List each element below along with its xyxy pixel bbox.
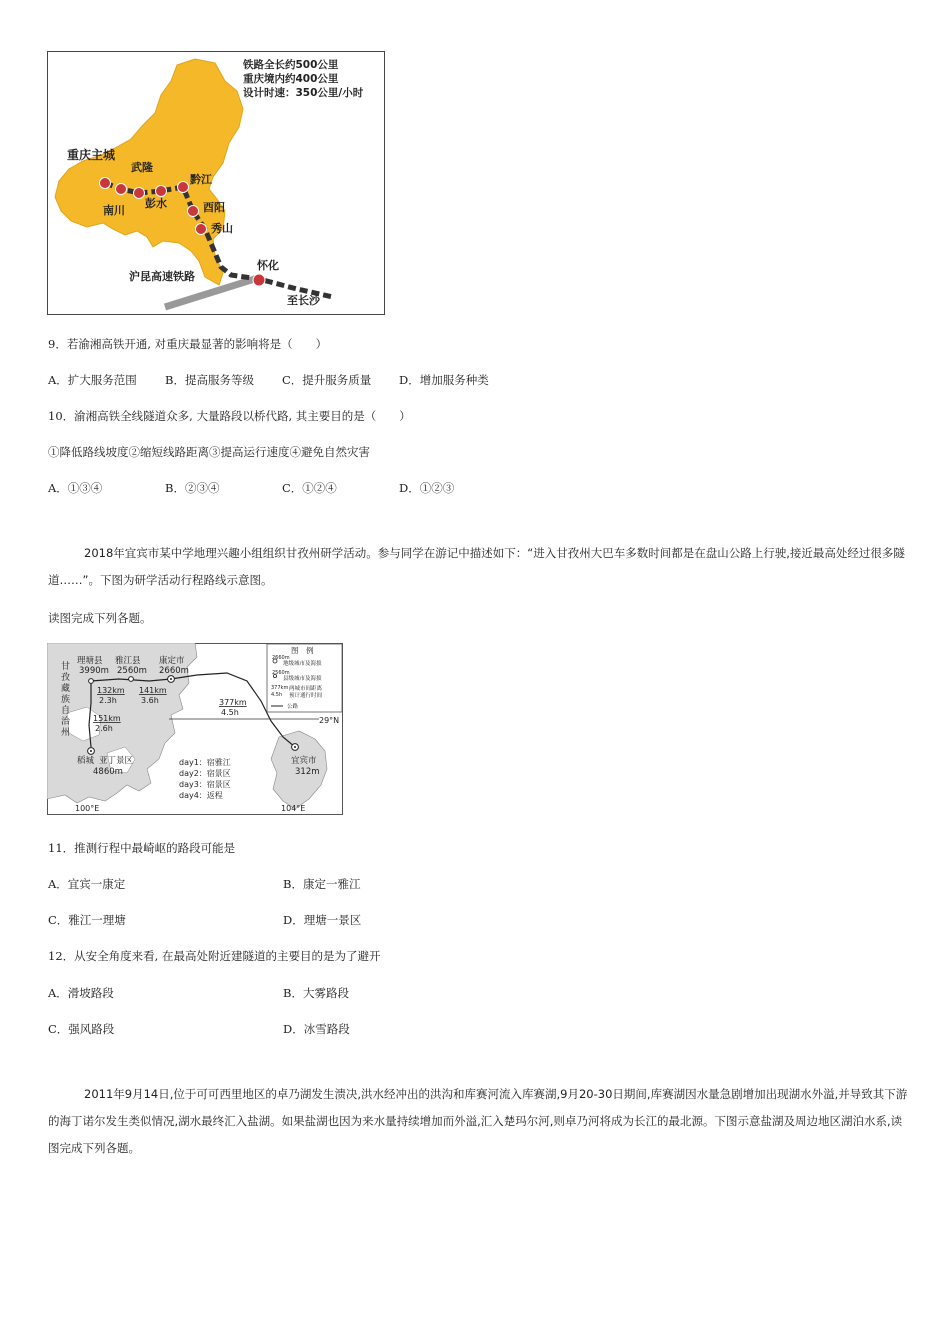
q9-stem: 9．若渝湘高铁开通, 对重庆最显著的影响将是（ ） (48, 337, 328, 351)
label-huaihua: 怀化 (257, 259, 279, 272)
legend-title: 图 例 (291, 646, 314, 655)
read-instruction-2: 读图完成下列各题。 (48, 611, 152, 625)
city-litang (89, 679, 94, 684)
legend-l3c: 两城市间距离 (289, 686, 323, 692)
q11-stem: 11．推测行程中最崎岖的路段可能是 (48, 841, 236, 855)
station-wulong (134, 188, 145, 199)
map1-info-2: 重庆境内约400公里 (243, 73, 339, 85)
label-yajiang: 雅江县 (115, 656, 141, 666)
passage-zhuonai-lake: 2011年9月14日,位于可可西里地区的卓乃湖发生溃决,洪水经冲出的洪沟和库赛河流入库赛湖,9月20-30日期间,库赛湖因水量急剧增加出现湖水外溢,并导致其下游的海丁诺尔发生类似情况,湖水最终汇入盐湖。如果盐湖也因为来水量持续增加而外溢,汇入楚玛尔河,则卓乃河将成为长江的最北源。下图示意盐湖及周边地区湖泊水系,读图完成下列各题。 (48, 1087, 908, 1155)
label-kangding: 康定市 (159, 656, 185, 666)
station-youyang (188, 206, 199, 217)
station-nanchuan (116, 184, 127, 195)
q10-option-a[interactable]: A．①③④ (48, 481, 103, 495)
q12-option-d[interactable]: D．冰雪路段 (283, 1022, 350, 1036)
label-daocheng: 稻城 (77, 756, 95, 766)
station-pengshui (156, 186, 167, 197)
region-char-6: 治 (61, 717, 71, 727)
label-nanchuan: 南川 (103, 204, 125, 217)
label-yajiang-elev: 2560m (117, 666, 147, 676)
region-char-1: 甘 (61, 662, 71, 672)
lon-104e: 104°E (281, 804, 306, 813)
passage-ganzi: 2018年宜宾市某中学地理兴趣小组组织甘孜州研学活动。参与同学在游记中描述如下：“进入甘孜州大巴车多数时间都是在盘山公路上行驶,接近最高处经过很多隧道……”。下图为研学活动行程路线示意图。 (48, 546, 905, 587)
label-qianjiang: 黔江 (190, 173, 212, 186)
label-hukun: 沪昆高速铁路 (129, 270, 195, 283)
legend-l3b: 4.5h (271, 692, 283, 698)
lat-29n: 29°N (319, 716, 340, 725)
label-changsha: 至长沙 (287, 294, 320, 307)
seg1-dist: 132km (97, 686, 125, 695)
seg2-time: 3.6h (141, 696, 159, 705)
q12-option-c[interactable]: C．强风路段 (48, 1022, 115, 1036)
legend-l3a: 377km (271, 685, 289, 691)
q11-option-c[interactable]: C．雅江一理塘 (48, 913, 126, 927)
map1-info-3: 设计时速：350公里/小时 (243, 87, 364, 99)
legend-l2b: 县级城市及海拔 (283, 676, 322, 682)
station-chongqing (100, 178, 111, 189)
seg4-time: 4.5h (221, 708, 239, 717)
region-char-2: 孜 (61, 673, 71, 683)
label-yibin-elev: 312m (295, 767, 320, 777)
region-char-5: 自 (61, 706, 71, 716)
region-char-3: 藏 (61, 684, 71, 694)
seg4-dist: 377km (219, 698, 247, 707)
q10-option-b[interactable]: B．②③④ (165, 481, 220, 495)
q11-option-b[interactable]: B．康定一雅江 (283, 877, 361, 891)
city-yajiang (129, 677, 134, 682)
seg3-time: 2.6h (95, 724, 113, 733)
q10-option-d[interactable]: D．①②③ (399, 481, 455, 495)
label-youyang: 酉阳 (203, 201, 225, 214)
legend-l1a: 2660m (272, 655, 290, 661)
q12-stem: 12．从安全角度来看, 在最高处附近建隧道的主要目的是为了避开 (48, 949, 381, 963)
q10-option-c[interactable]: C．①②④ (282, 481, 337, 495)
label-pengshui: 彭水 (145, 197, 167, 210)
label-kangding-elev: 2660m (159, 666, 189, 676)
label-yading: 亚丁景区 (99, 756, 134, 766)
q9-option-a[interactable]: A．扩大服务范围 (48, 373, 137, 387)
q12-option-a[interactable]: A．滑坡路段 (48, 986, 114, 1000)
station-xiushan (196, 224, 207, 235)
region-char-7: 州 (61, 728, 71, 738)
q11-option-d[interactable]: D．理塘一景区 (283, 913, 362, 927)
map1-info-1: 铁路全长约500公里 (243, 59, 339, 71)
legend-l3d: 预计通行时间 (289, 693, 323, 699)
map-ganzi-route (47, 643, 343, 815)
station-qianjiang (178, 182, 189, 193)
q12-option-b[interactable]: B．大雾路段 (283, 986, 349, 1000)
q9-option-d[interactable]: D．增加服务种类 (399, 373, 489, 387)
seg2-dist: 141km (139, 686, 167, 695)
legend-l4: 公路 (287, 704, 299, 710)
day-3: day3：宿景区 (179, 780, 231, 789)
q9-option-b[interactable]: B．提高服务等级 (165, 373, 254, 387)
station-huaihua (253, 274, 265, 286)
seg3-dist: 151km (93, 714, 121, 723)
day-2: day2：宿景区 (179, 769, 231, 778)
lon-100e: 100°E (75, 804, 100, 813)
label-litang: 理塘县 (77, 656, 103, 666)
map-yuxiang-railway (47, 51, 385, 315)
legend-l2a: 2560m (272, 670, 290, 676)
label-xiushan: 秀山 (211, 222, 233, 235)
q11-option-a[interactable]: A．宜宾一康定 (48, 877, 126, 891)
q9-option-c[interactable]: C．提升服务质量 (282, 373, 372, 387)
q10-stem: 10．渝湘高铁全线隧道众多, 大量路段以桥代路, 其主要目的是（ ） (48, 409, 411, 423)
label-litang-elev: 3990m (79, 666, 109, 676)
label-wulong: 武隆 (131, 161, 153, 174)
day-4: day4：返程 (179, 791, 223, 800)
label-yading-elev: 4860m (93, 767, 123, 777)
legend-l1b: 地级城市及海拔 (283, 661, 322, 667)
day-1: day1：宿雅江 (179, 758, 231, 767)
q10-items: ①降低路线坡度②缩短线路距离③提高运行速度④避免自然灾害 (48, 445, 370, 459)
label-yibin: 宜宾市 (291, 756, 317, 766)
label-chongqing: 重庆主城 (67, 148, 116, 162)
seg1-time: 2.3h (99, 696, 117, 705)
region-char-4: 族 (61, 695, 71, 705)
